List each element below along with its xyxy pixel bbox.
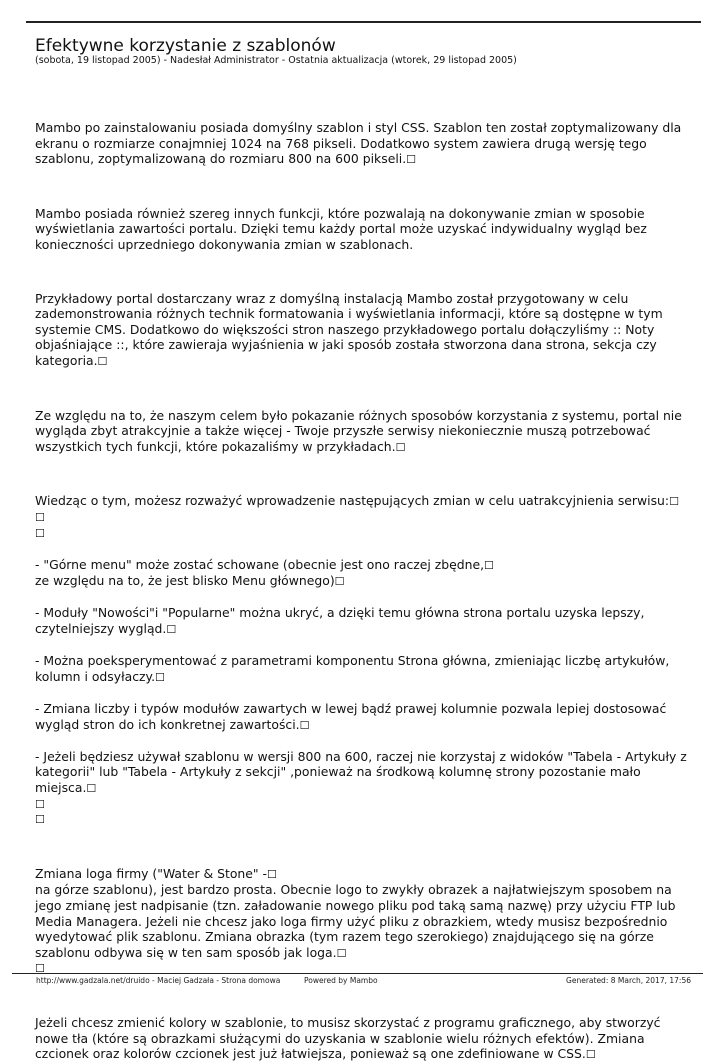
footer-powered-by: Powered by Mambo <box>304 976 378 985</box>
list-item-5: - Jeżeli będziesz używał szablonu w wersji 800 na 600, raczej nie korzystaj z widoków "Tabela - Artykuły z kategorii" lub "Tabela - Artykuły z sekcji" ,ponieważ na środkową kolumnę strony pozostanie mało miejsca.☐ <box>35 748 687 795</box>
article-title: Efektywne korzystanie z szablonów <box>35 36 336 56</box>
list-item-2: - Moduły "Nowości"i "Popularne" można ukryć, a dzięki temu główna strona portalu uzyska lepszy, czytelniejszy wygląd.☐ <box>35 605 645 637</box>
paragraph-6: Zmiana loga firmy ("Water & Stone" -☐ na górze szablonu), jest bardzo prosta. Obecnie logo to zwykły obrazek a najłatwiejszym sposobem na jego zmianę jest nadpisanie (tzn. załadowanie nowego pliku pod taką samą nazwę) przy użyciu FTP lub Media Managera. Jeżeli nie chcesz jako loga firmy użyć pliku z obrazkiem, wtedy musisz bezpośrednio wyedytować plik szablonu. Zmiana obrazka (tym razem tego szerokiego) znajdującego się na górze szablonu odbywa się w ten sam sposób jak loga.☐ <box>35 865 676 960</box>
missing-glyph-box: ☐ <box>97 354 108 368</box>
missing-glyph-box: ☐ <box>35 962 45 976</box>
list-item-1: - "Górne menu" może zostać schowane (obecnie jest ono raczej zbędne,☐ ze względu na to, że jest blisko Menu głównego)☐ <box>35 556 494 589</box>
missing-glyph-box: ☐ <box>35 797 45 811</box>
list-item-3: - Można poeksperymentować z parametrami komponentu Strona główna, zmieniając liczbę artykułów, kolumn i odsyłaczy.☐ <box>35 653 670 684</box>
missing-glyph-box: ☐ <box>406 153 417 167</box>
article-meta: (sobota, 19 listopad 2005) - Nadesłał Administrator - Ostatnia aktualizacja (wtorek, 29 listopad 2005) <box>35 55 517 66</box>
missing-glyph-box: ☐ <box>155 670 165 684</box>
missing-glyph-box: ☐ <box>166 623 177 637</box>
missing-glyph-box: ☐ <box>35 526 45 540</box>
list-item-4: - Zmiana liczby i typów modułów zawartych w lewej bądź prawej kolumnie pozwala lepiej dostosować wygląd stron do ich konkretnej zawartości.☐ <box>35 701 667 732</box>
top-divider <box>26 21 701 23</box>
missing-glyph-box: ☐ <box>267 867 277 881</box>
missing-glyph-box: ☐ <box>395 440 406 454</box>
missing-glyph-box: ☐ <box>484 558 494 572</box>
missing-glyph-box: ☐ <box>669 495 679 509</box>
missing-glyph-box: ☐ <box>35 510 45 524</box>
missing-glyph-box: ☐ <box>299 718 310 732</box>
missing-glyph-box: ☐ <box>334 575 345 589</box>
paragraph-7: Jeżeli chcesz zmienić kolory w szablonie, to musisz skorzystać z programu graficznego, aby stworzyć nowe tła (które są obrazkami służącymi do uzyskania w szablonie wielu różnych efektów). Zmiana czcionek oraz kolorów czcionek jest już łatwiejsza, ponieważ są one zdefiniowane w CSS.☐ <box>35 1014 661 1062</box>
footer-site-url: http://www.gadzala.net/druido - Maciej Gadzała - Strona domowa <box>36 976 281 985</box>
paragraph-3: Przykładowy portal dostarczany wraz z domyślną instalacją Mambo został przygotowany w celu zademonstrowania różnych technik formatowania i wyświetlania informacji, które są dostępne w tym systemie CMS. Dodatkowo do większości stron naszego przykładowego portalu dołączyliśmy :: Noty objaśniające ::, które zawieraja wyjaśnienia w jaki sposób została stworzona dana strona, sekcja czy kategoria.☐ <box>35 290 663 368</box>
paragraph-5: Wiedząc o tym, możesz rozważyć wprowadzenie następujących zmian w celu uatrakcyjnienia serwisu:☐ <box>35 493 679 509</box>
footer-generated-date: Generated: 8 March, 2017, 17:56 <box>566 976 691 985</box>
missing-glyph-box: ☐ <box>585 1048 596 1062</box>
paragraph-4: Ze względu na to, że naszym celem było pokazanie różnych sposobów korzystania z systemu, portal nie wygląda zbyt atrakcyjnie a także więcej - Twoje przyszłe serwisy niekoniecznie muszą potrzebować wszystkich tych funkcji, które pokazaliśmy w przykładach.☐ <box>35 407 682 454</box>
footer-divider <box>12 973 703 974</box>
paragraph-1: Mambo po zainstalowaniu posiada domyślny szablon i styl CSS. Szablon ten został zoptymalizowany dla ekranu o rozmiarze conajmniej 1024 na 768 pikseli. Dodatkowo system zawiera drugą wersję tego szablonu, zoptymalizowaną do rozmiaru 800 na 600 pikseli.☐ <box>35 120 682 167</box>
paragraph-2: Mambo posiada również szereg innych funkcji, które pozwalają na dokonywanie zmian w sposobie wyświetlania zawartości portalu. Dzięki temu każdy portal może uzyskać indywidualny wygląd bez konieczności uprzedniego dokonywania zmian w szablonach. <box>35 205 647 252</box>
article-body <box>35 120 687 1063</box>
missing-glyph-box: ☐ <box>35 813 45 827</box>
missing-glyph-box: ☐ <box>86 782 97 795</box>
missing-glyph-box: ☐ <box>336 946 347 960</box>
